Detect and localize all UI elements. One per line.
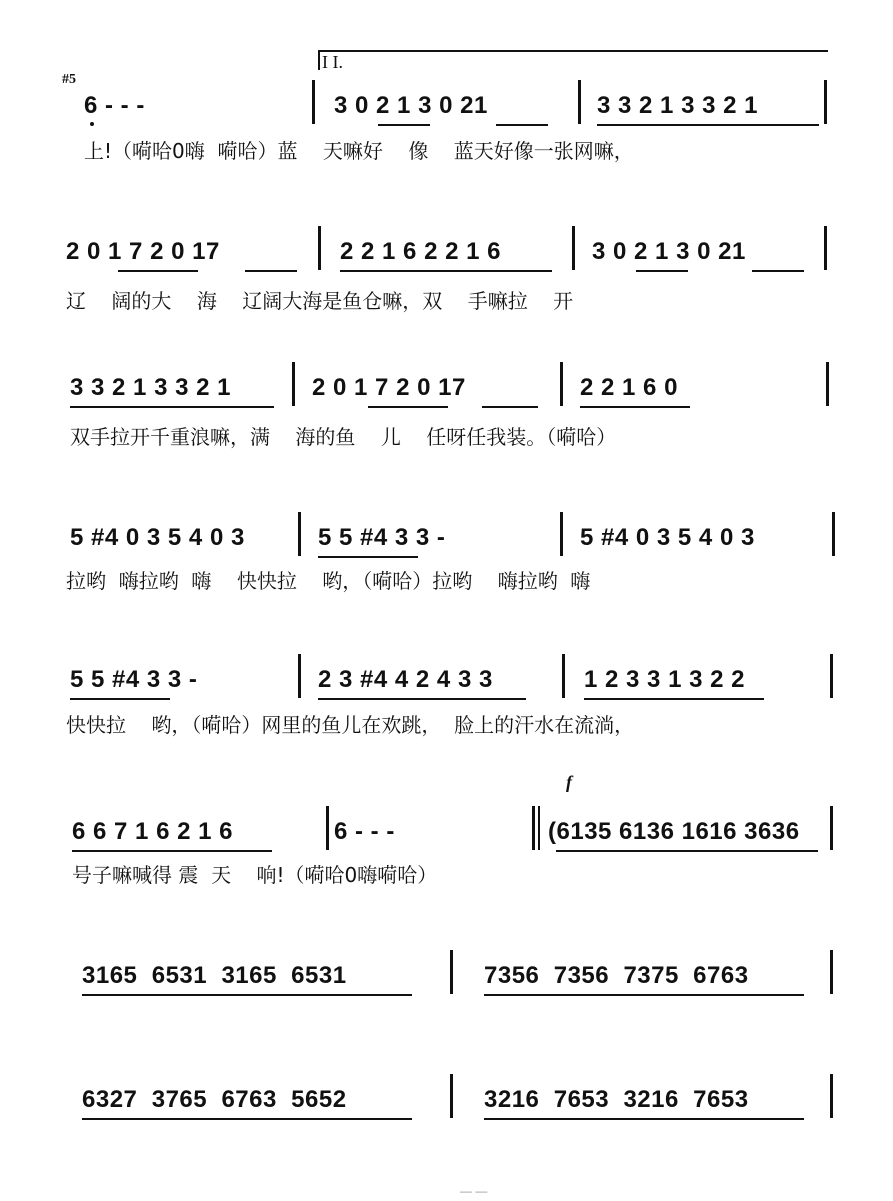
system-3-measure-2: 2 0 1 7 2 0 17 <box>312 374 466 401</box>
barline <box>826 362 829 406</box>
barline <box>450 950 453 994</box>
beam <box>82 994 412 996</box>
beam <box>484 994 804 996</box>
beam <box>482 406 538 408</box>
beam <box>484 1118 804 1120</box>
beam <box>580 406 690 408</box>
barline <box>560 512 563 556</box>
barline <box>572 226 575 270</box>
system-8-measure-1: 6327 3765 6763 5652 <box>82 1086 347 1113</box>
system-6-measure-2: 6 - - - <box>334 818 395 845</box>
beam <box>496 124 548 126</box>
grace-mark: #5 <box>62 72 76 87</box>
beam <box>368 406 448 408</box>
beam <box>245 270 297 272</box>
volta-label: I I. <box>322 52 343 72</box>
beam <box>118 270 198 272</box>
beam <box>636 270 688 272</box>
beam <box>318 556 418 558</box>
barline <box>298 654 301 698</box>
system-2-lyrics: 辽 阔的大 海 辽阔大海是鱼仓嘛，双 手嘛拉 开 <box>66 289 574 313</box>
barline <box>312 80 315 124</box>
beam <box>82 1118 412 1120</box>
system-2-measure-2: 2 2 1 6 2 2 1 6 <box>340 238 501 265</box>
system-1-measure-1: 6 - - - <box>84 92 145 119</box>
low-octave-dot <box>90 122 94 126</box>
dynamic-forte: f <box>566 772 572 792</box>
barline <box>832 512 835 556</box>
barline <box>560 362 563 406</box>
beam <box>70 698 170 700</box>
barline <box>830 1074 833 1118</box>
system-7-measure-1: 3165 6531 3165 6531 <box>82 962 347 989</box>
system-6-measure-3: (6135 6136 1616 3636 <box>548 818 800 845</box>
system-1-lyrics: 上!（嗬哈0嗨 嗬哈）蓝 天嘛好 像 蓝天好像一张网嘛， <box>84 139 634 163</box>
beam <box>584 698 764 700</box>
barline <box>298 512 301 556</box>
barline <box>830 806 833 850</box>
system-5-lyrics: 快快拉 哟，（嗬哈）网里的鱼儿在欢跳， 脸上的汗水在流淌， <box>66 713 635 737</box>
system-1-measure-3: 3 3 2 1 3 3 2 1 <box>597 92 758 119</box>
system-2-measure-3: 3 0 2 1 3 0 21 <box>592 238 746 265</box>
volta-hook <box>318 50 320 70</box>
system-4-measure-1: 5 #4 0 3 5 4 0 3 <box>70 524 245 551</box>
system-2-measure-1: 2 0 1 7 2 0 17 <box>66 238 220 265</box>
system-4-measure-2: 5 5 #4 3 3 - <box>318 524 446 551</box>
barline <box>450 1074 453 1118</box>
beam <box>378 124 430 126</box>
volta-line <box>318 50 828 52</box>
system-6-lyrics: 号子嘛喊得 震 天 响!（嗬哈0嗨嗬哈） <box>72 863 438 887</box>
system-1-measure-2: 3 0 2 1 3 0 21 <box>334 92 488 119</box>
beam <box>340 270 552 272</box>
system-5-measure-1: 5 5 #4 3 3 - <box>70 666 198 693</box>
system-4-lyrics: 拉哟 嗨拉哟 嗨 快快拉 哟，（嗬哈）拉哟 嗨拉哟 嗨 <box>66 569 591 593</box>
system-3-measure-3: 2 2 1 6 0 <box>580 374 678 401</box>
barline <box>578 80 581 124</box>
barline <box>318 226 321 270</box>
page-number: — — <box>460 1184 488 1198</box>
system-5-measure-3: 1 2 3 3 1 3 2 2 <box>584 666 745 693</box>
system-3-measure-1: 3 3 2 1 3 3 2 1 <box>70 374 231 401</box>
barline <box>532 806 535 850</box>
system-8-measure-2: 3216 7653 3216 7653 <box>484 1086 749 1113</box>
barline <box>538 806 540 850</box>
beam <box>72 850 272 852</box>
beam <box>318 698 526 700</box>
beam <box>597 124 819 126</box>
beam <box>70 406 274 408</box>
system-6-measure-1: 6 6 7 1 6 2 1 6 <box>72 818 233 845</box>
beam <box>556 850 818 852</box>
system-4-measure-3: 5 #4 0 3 5 4 0 3 <box>580 524 755 551</box>
barline <box>824 80 827 124</box>
barline <box>562 654 565 698</box>
system-7-measure-2: 7356 7356 7375 6763 <box>484 962 749 989</box>
barline <box>830 654 833 698</box>
beam <box>752 270 804 272</box>
barline <box>292 362 295 406</box>
system-3-lyrics: 双手拉开千重浪嘛，满 海的鱼 儿 任呀任我装。（嗬哈） <box>70 425 617 449</box>
system-5-measure-2: 2 3 #4 4 2 4 3 3 <box>318 666 493 693</box>
barline <box>824 226 827 270</box>
barline <box>830 950 833 994</box>
barline <box>326 806 329 850</box>
